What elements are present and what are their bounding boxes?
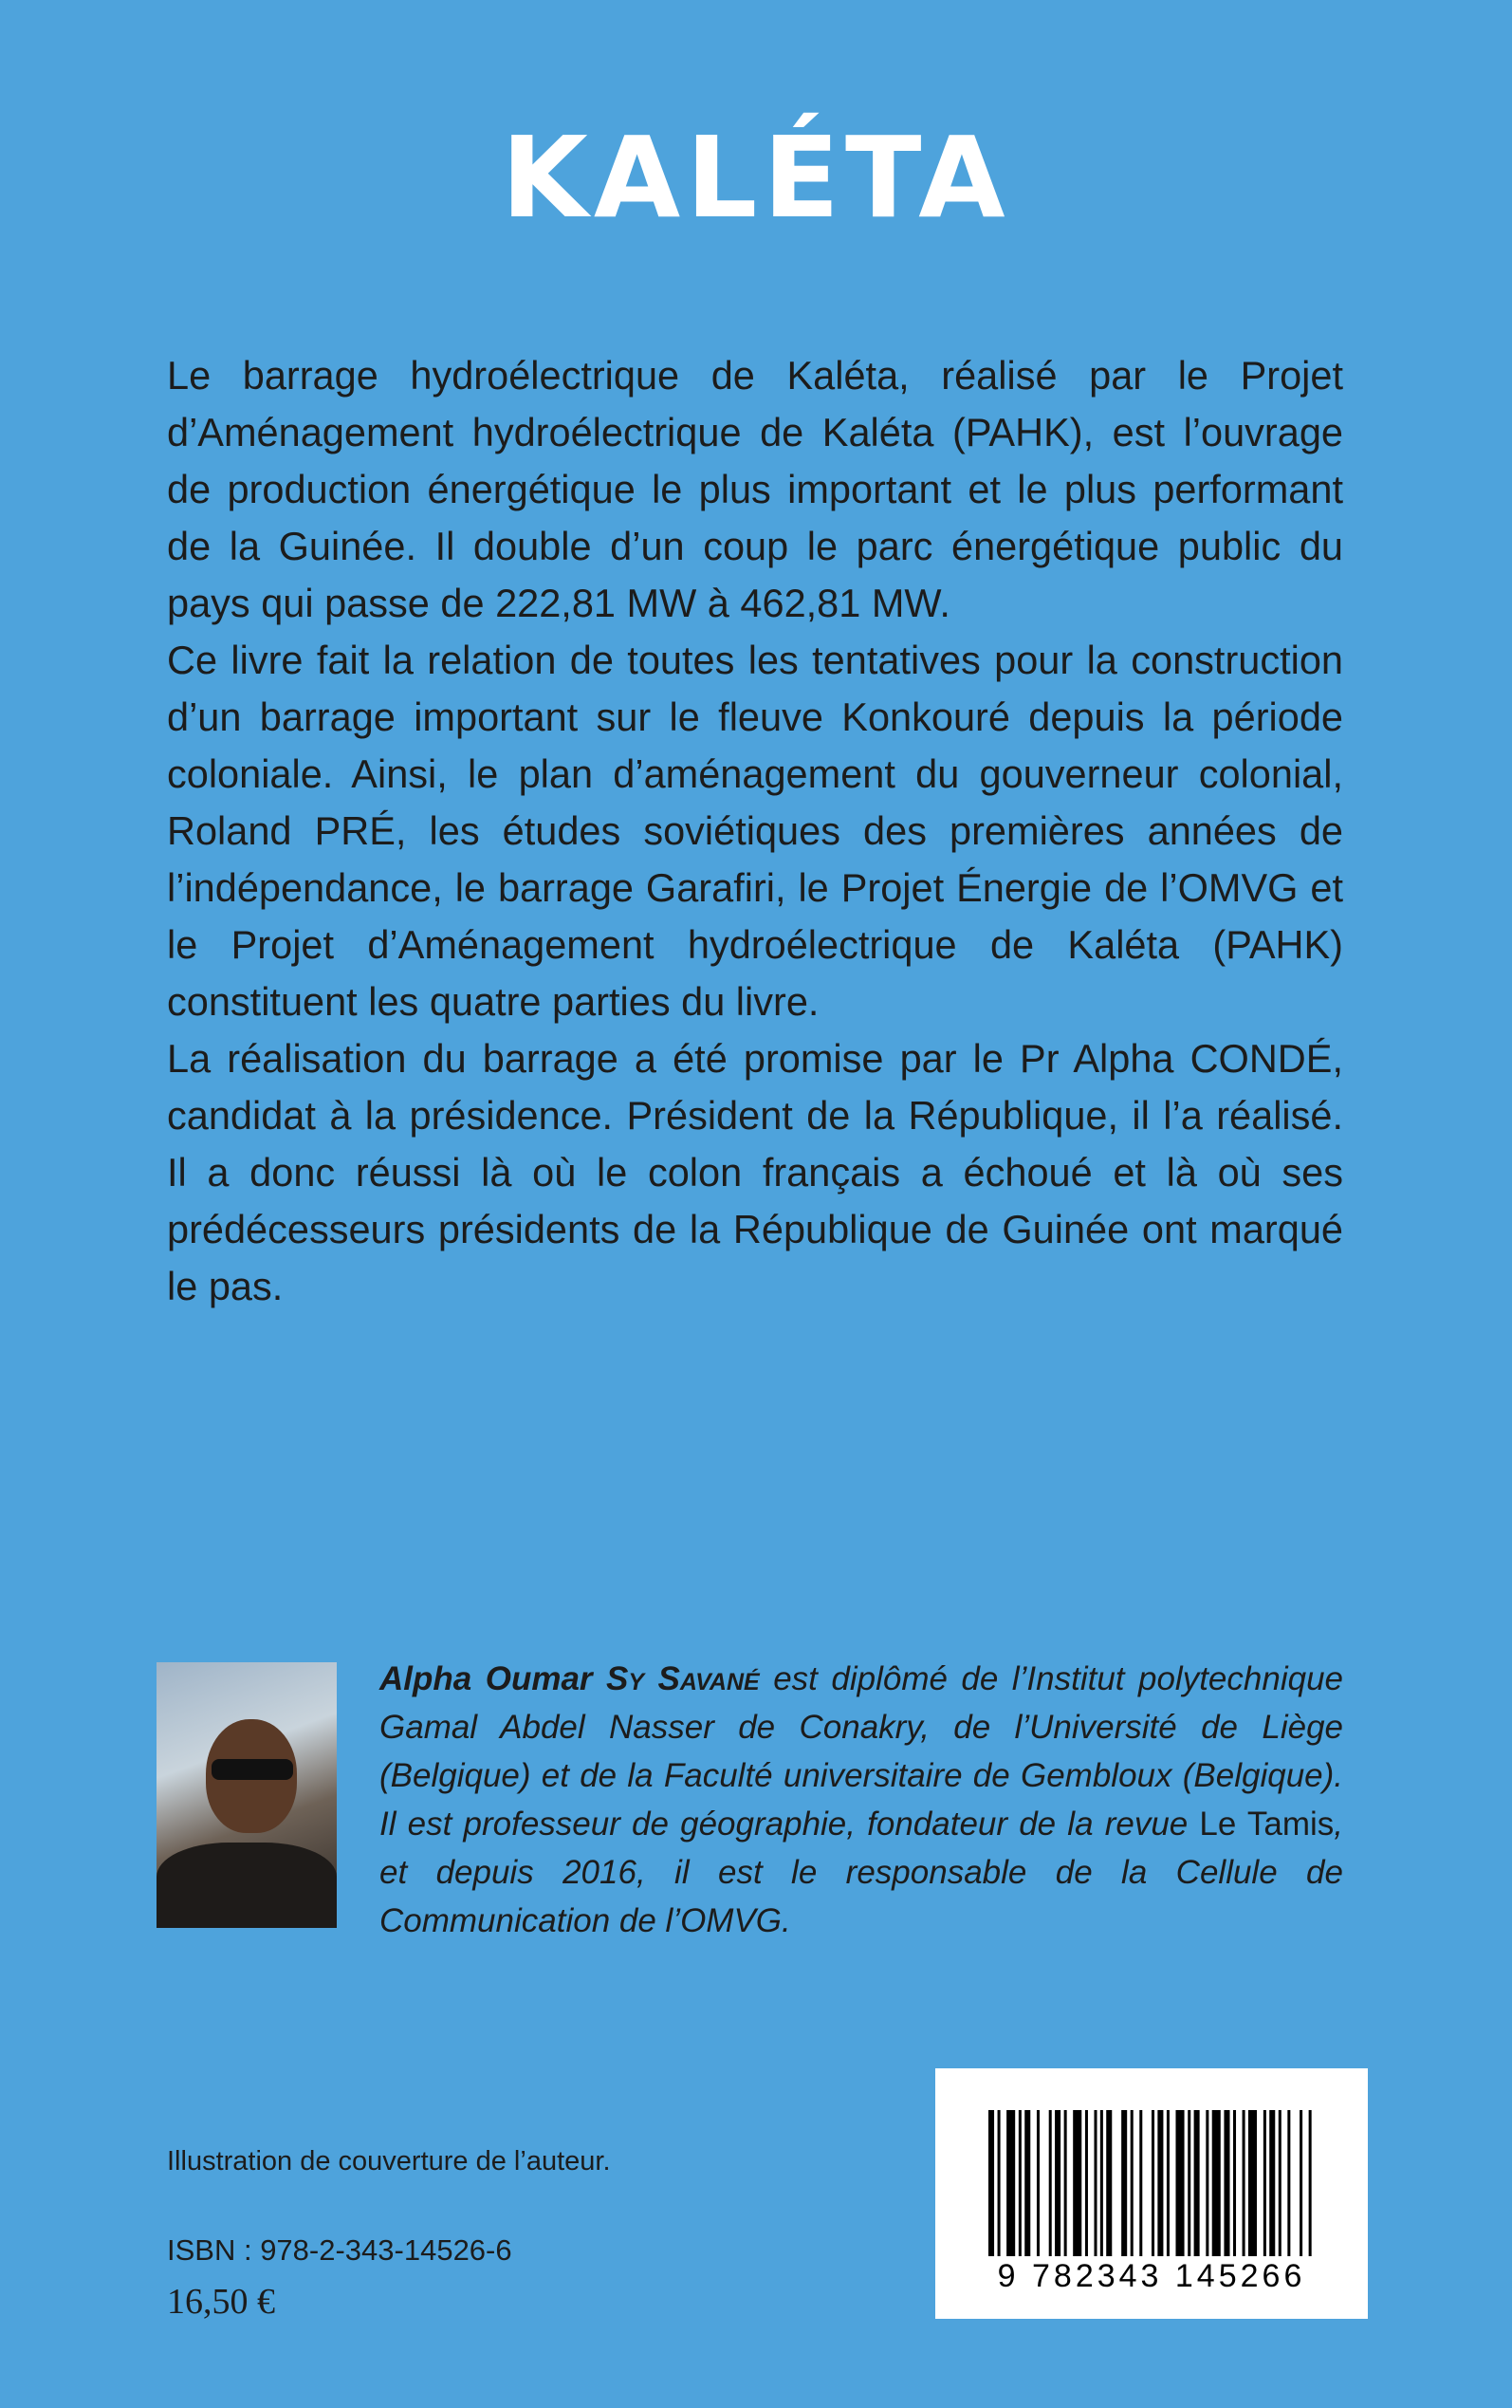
barcode-digits: 9 782343 145266 bbox=[997, 2258, 1306, 2294]
blurb-paragraph-3: La réalisation du barrage a été promise par le Pr Alpha CONDÉ, candidat à la présidence. Président de la République, il l’a réalisé. Il a donc réussi là où le colon français a échoué et là où ses prédécesseurs présidents de la République de Guinée ont marqué le pas. bbox=[167, 1036, 1343, 1308]
book-title: KALÉTA bbox=[501, 112, 1011, 243]
barcode-bar bbox=[1085, 2110, 1088, 2256]
barcode-bar bbox=[1019, 2110, 1022, 2256]
barcode-bar bbox=[1269, 2110, 1275, 2256]
barcode-bar bbox=[1243, 2110, 1245, 2256]
barcode-bar bbox=[1300, 2110, 1302, 2256]
journal-name: Le Tamis bbox=[1199, 1806, 1335, 1843]
barcode-bar bbox=[1287, 2110, 1290, 2256]
barcode-bar bbox=[1024, 2110, 1030, 2256]
barcode-bar bbox=[1055, 2110, 1060, 2256]
barcode-bar bbox=[1049, 2110, 1052, 2256]
barcode-bar bbox=[1073, 2110, 1081, 2256]
barcode-bar bbox=[988, 2110, 994, 2256]
barcode-bar bbox=[1206, 2110, 1208, 2256]
barcode-bar bbox=[1037, 2110, 1040, 2256]
barcode-bar bbox=[1157, 2110, 1163, 2256]
barcode-bar bbox=[1212, 2110, 1221, 2256]
barcode-bar bbox=[1188, 2110, 1190, 2256]
back-cover-blurb bbox=[167, 347, 1343, 1315]
author-bio bbox=[379, 1655, 1343, 1945]
barcode-bar bbox=[1131, 2110, 1134, 2256]
barcode-bar bbox=[1106, 2110, 1112, 2256]
author-photo-shirt bbox=[157, 1843, 337, 1928]
barcode-bar bbox=[1233, 2110, 1236, 2256]
barcode-bar bbox=[1279, 2110, 1282, 2256]
isbn-text: ISBN : 978-2-343-14526-6 bbox=[167, 2233, 512, 2267]
barcode-bar bbox=[1194, 2110, 1200, 2256]
price-text: 16,50 € bbox=[167, 2282, 275, 2322]
barcode-bar bbox=[998, 2110, 1001, 2256]
author-bio-text-1: est diplômé de l’Institut polytechnique Gamal Abdel Nasser de Conakry, de l’Université de Liège (Belgique) et de la Faculté universitaire de Gembloux (Belgique). Il est professeur de géographie, fondateur de la revue bbox=[379, 1660, 1344, 1843]
barcode bbox=[935, 2068, 1368, 2319]
blurb-paragraph-1: Le barrage hydroélectrique de Kaléta, réalisé par le Projet d’Aménagement hydroélectrique de Kaléta (PAHK), est l’ouvrage de production énergétique le plus important et le plus performant de la Guinée. Il double d’un coup le parc énergétique public du pays qui passe de 222,81 MW à 462,81 MW. bbox=[167, 353, 1343, 625]
barcode-bar bbox=[1152, 2110, 1154, 2256]
barcode-bar bbox=[1224, 2110, 1229, 2256]
barcode-bar bbox=[1263, 2110, 1266, 2256]
author-bio-text-2: , et depuis 2016, il est le responsable de la Cellule de Communication de l’OMVG. bbox=[379, 1806, 1343, 1939]
barcode-bars bbox=[988, 2110, 1315, 2256]
barcode-bar bbox=[1100, 2110, 1103, 2256]
illustration-credit: Illustration de couverture de l’auteur. bbox=[167, 2146, 611, 2176]
author-photo-glasses bbox=[212, 1759, 293, 1780]
author-surname: Sy Savané bbox=[606, 1660, 760, 1697]
barcode-bar bbox=[1121, 2110, 1127, 2256]
blurb-paragraph-2: Ce livre fait la relation de toutes les tentatives pour la construction d’un barrage important sur le fleuve Konkouré depuis la période coloniale. Ainsi, le plan d’aménagement du gouverneur colonial, Roland PRÉ, les études soviétiques des premières années de l’indépendance, le barrage Garafiri, le Projet Énergie de l’OMVG et le Projet d’Aménagement hydroélectrique de Kaléta (PAHK) constituent les quatre parties du livre. bbox=[167, 638, 1343, 1024]
barcode-bar bbox=[1139, 2110, 1142, 2256]
barcode-bar bbox=[1006, 2110, 1015, 2256]
barcode-bar bbox=[1248, 2110, 1257, 2256]
barcode-bar bbox=[1309, 2110, 1312, 2256]
barcode-bar bbox=[1094, 2110, 1097, 2256]
barcode-bar bbox=[1064, 2110, 1067, 2256]
barcode-bar bbox=[1167, 2110, 1170, 2256]
author-first-names: Alpha Oumar bbox=[379, 1660, 593, 1697]
barcode-bar bbox=[1175, 2110, 1184, 2256]
author-photo bbox=[157, 1662, 337, 1928]
